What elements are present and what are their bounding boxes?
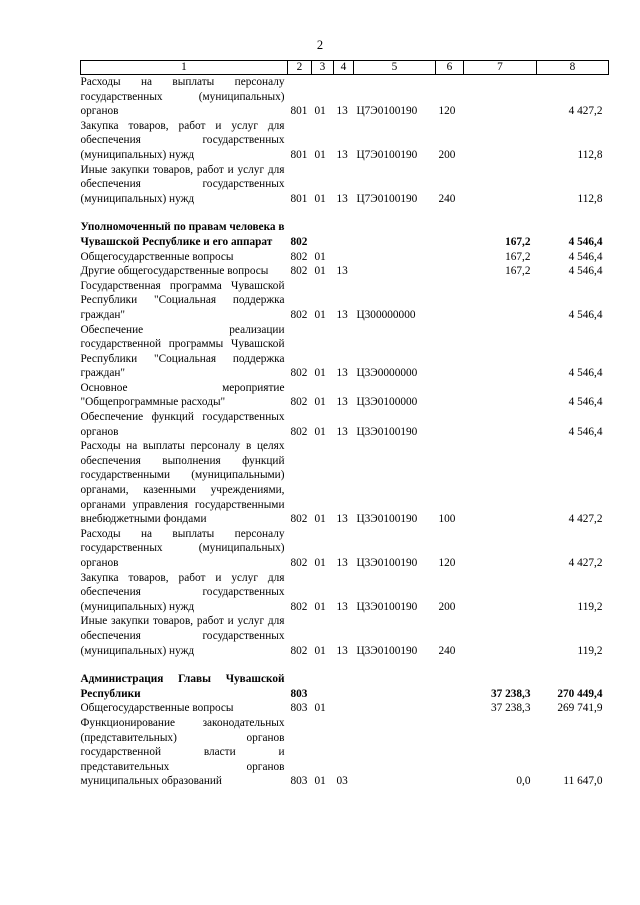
row-subsection-code: 13 [336, 600, 348, 613]
row-target-article-code [354, 701, 436, 716]
row-subsection-code: 13 [336, 192, 348, 205]
table-body [81, 75, 609, 789]
row-name: Расходы на выплаты персоналу государственных (муниципальных) органов [80, 76, 285, 118]
table-row [81, 716, 609, 789]
column-header: 1 [81, 61, 288, 75]
row-expense-type-code [436, 323, 464, 381]
column-header: 5 [354, 61, 436, 75]
row-amount-col7: 37 238,3 [490, 687, 531, 700]
row-ministry-code: 801 [290, 192, 308, 205]
row-amount-col7 [464, 163, 537, 207]
row-ministry-code: 802 [290, 235, 308, 248]
table-row [81, 701, 609, 716]
row-subsection-code: 13 [336, 105, 348, 118]
row-expense-type-code: 240 [438, 192, 456, 205]
table-row [81, 614, 609, 658]
row-target-article-code [354, 716, 436, 789]
column-header: 3 [312, 61, 334, 75]
row-target-article-code: Ц7Э0100190 [356, 105, 418, 118]
row-amount-col8: 270 449,4 [557, 687, 603, 700]
row-subsection-code: 03 [336, 775, 348, 788]
column-header-row [81, 61, 609, 75]
table-row [81, 672, 609, 701]
spacer-row [81, 206, 609, 220]
row-section-code: 01 [314, 513, 326, 526]
row-amount-col7 [464, 527, 537, 571]
row-target-article-code [354, 264, 436, 279]
row-name: Обеспечение реализации государственной программы Чувашской Республики "Социальная поддержка граждан" [80, 323, 285, 380]
row-target-article-code: Ц3Э0100190 [356, 644, 418, 657]
row-target-article-code: Ц300000000 [356, 308, 416, 321]
row-amount-col7: 37 238,3 [490, 702, 531, 715]
column-header: 6 [436, 61, 464, 75]
row-amount-col7 [464, 439, 537, 527]
row-ministry-code: 802 [290, 513, 308, 526]
row-amount-col7 [464, 279, 537, 323]
row-subsection-code: 13 [336, 557, 348, 569]
budget-table-container [80, 60, 608, 789]
table-row [81, 220, 609, 249]
row-amount-col8: 4 546,4 [568, 235, 603, 248]
row-ministry-code: 802 [290, 600, 308, 613]
spacer-cell [81, 206, 609, 220]
row-target-article-code: Ц3Э0100190 [356, 513, 418, 526]
row-section-code [312, 672, 334, 701]
row-expense-type-code: 120 [438, 105, 456, 118]
row-name: Иные закупки товаров, работ и услуг для обеспечения государственных (муниципальных) нужд [80, 163, 285, 205]
row-amount-col8: 4 546,4 [568, 425, 603, 438]
row-expense-type-code: 100 [438, 513, 456, 526]
table-row [81, 410, 609, 439]
row-name: Обеспечение функций государственных органов [80, 411, 285, 438]
page-number: 2 [316, 38, 324, 52]
row-target-article-code: Ц3Э0100190 [356, 425, 418, 438]
row-section-code: 01 [314, 702, 326, 715]
row-target-article-code: Ц7Э0100190 [356, 192, 418, 205]
row-name: Функционирование законодательных (представительных) органов государственной власти и представительных органов муниципальных образований [80, 716, 285, 788]
row-amount-col8: 4 546,4 [568, 250, 603, 263]
row-ministry-code: 801 [290, 105, 308, 118]
row-amount-col8: 4 546,4 [568, 396, 603, 409]
table-row [81, 381, 609, 410]
row-name: Расходы на выплаты персоналу государственных (муниципальных) органов [80, 527, 285, 569]
row-target-article-code [354, 220, 436, 249]
row-amount-col8: 4 427,2 [568, 557, 603, 569]
row-section-code: 01 [314, 192, 326, 205]
column-header: 2 [288, 61, 312, 75]
budget-table [80, 60, 609, 789]
row-subsection-code: 13 [336, 396, 348, 409]
row-ministry-code: 802 [290, 250, 308, 263]
row-name: Государственная программа Чувашской Республики "Социальная поддержка граждан" [80, 279, 285, 321]
table-row [81, 571, 609, 615]
row-expense-type-code [436, 716, 464, 789]
row-name: Расходы на выплаты персоналу в целях обеспечения выполнения функций государственными (муниципальными) органами, казенными учреждениями, органами управления государственными внебюджетными фондами [80, 440, 285, 526]
row-amount-col7 [464, 571, 537, 615]
row-amount-col7 [464, 614, 537, 658]
row-amount-col7: 167,2 [505, 265, 531, 278]
row-section-code: 01 [314, 105, 326, 118]
row-amount-col7: 167,2 [505, 250, 531, 263]
row-section-code: 01 [314, 148, 326, 161]
row-section-code: 01 [314, 644, 326, 657]
row-ministry-code: 802 [290, 308, 308, 321]
row-amount-col8: 11 647,0 [563, 775, 603, 788]
spacer-row [81, 658, 609, 672]
row-section-code: 01 [314, 557, 326, 569]
row-name: Основное мероприятие "Общепрограммные расходы" [80, 381, 285, 409]
table-row [81, 279, 609, 323]
row-name: Администрация Главы Чувашской Республики [80, 673, 285, 700]
column-header: 7 [464, 61, 537, 75]
row-subsection-code: 13 [336, 367, 348, 380]
spacer-cell [81, 658, 609, 672]
row-amount-col8: 119,2 [577, 600, 603, 613]
row-expense-type-code [436, 701, 464, 716]
row-section-code: 01 [314, 775, 326, 788]
row-expense-type-code: 240 [438, 644, 456, 657]
row-amount-col7 [464, 381, 537, 410]
row-section-code: 01 [314, 250, 326, 263]
row-section-code: 01 [314, 308, 326, 321]
row-subsection-code: 13 [336, 513, 348, 526]
row-amount-col8: 112,8 [577, 192, 603, 205]
column-header: 4 [334, 61, 354, 75]
row-ministry-code: 802 [290, 644, 308, 657]
row-expense-type-code [436, 410, 464, 439]
row-subsection-code [334, 220, 354, 249]
row-ministry-code: 802 [290, 557, 308, 569]
row-subsection-code [334, 701, 354, 716]
row-amount-col7 [464, 119, 537, 163]
table-row [81, 323, 609, 381]
row-name: Общегосударственные вопросы [80, 702, 234, 715]
row-name: Иные закупки товаров, работ и услуг для обеспечения государственных (муниципальных) нужд [80, 615, 285, 657]
row-name: Другие общегосударственные вопросы [80, 265, 269, 278]
row-ministry-code: 802 [290, 396, 308, 409]
row-target-article-code: Ц3Э0000000 [356, 367, 418, 380]
row-name: Закупка товаров, работ и услуг для обеспечения государственных (муниципальных) нужд [80, 119, 285, 161]
row-name: Уполномоченный по правам человека в Чувашской Республике и его аппарат [80, 221, 285, 248]
row-expense-type-code [436, 220, 464, 249]
row-expense-type-code [436, 381, 464, 410]
row-ministry-code: 801 [290, 148, 308, 161]
row-subsection-code [334, 250, 354, 265]
row-amount-col7 [464, 323, 537, 381]
row-expense-type-code [436, 672, 464, 701]
table-row [81, 163, 609, 207]
table-row [81, 264, 609, 279]
row-expense-type-code [436, 264, 464, 279]
row-amount-col8: 119,2 [577, 644, 603, 657]
row-target-article-code: Ц3Э0100190 [356, 557, 418, 569]
row-amount-col8: 4 427,2 [568, 513, 603, 526]
row-section-code: 01 [314, 367, 326, 380]
table-row [81, 439, 609, 527]
row-expense-type-code [436, 279, 464, 323]
row-amount-col7 [464, 75, 537, 119]
row-ministry-code: 803 [290, 687, 308, 700]
row-name: Закупка товаров, работ и услуг для обеспечения государственных (муниципальных) нужд [80, 571, 285, 613]
row-target-article-code [354, 250, 436, 265]
row-ministry-code: 802 [290, 367, 308, 380]
table-row [81, 75, 609, 119]
row-amount-col8: 4 546,4 [568, 367, 603, 380]
row-subsection-code: 13 [336, 644, 348, 657]
row-ministry-code: 802 [290, 265, 308, 278]
row-amount-col8: 4 546,4 [568, 308, 603, 321]
row-amount-col7 [464, 410, 537, 439]
row-amount-col7: 0,0 [516, 775, 531, 788]
row-target-article-code: Ц3Э0100000 [356, 396, 418, 409]
row-expense-type-code: 120 [438, 557, 456, 569]
row-section-code: 01 [314, 265, 326, 278]
row-ministry-code: 803 [290, 702, 308, 715]
row-amount-col8: 112,8 [577, 148, 603, 161]
row-name: Общегосударственные вопросы [80, 250, 234, 263]
row-section-code: 01 [314, 396, 326, 409]
row-expense-type-code [436, 250, 464, 265]
row-expense-type-code: 200 [438, 148, 456, 161]
table-row [81, 527, 609, 571]
row-ministry-code: 802 [290, 425, 308, 438]
row-section-code: 01 [314, 425, 326, 438]
row-amount-col7: 167,2 [505, 235, 531, 248]
row-subsection-code: 13 [336, 148, 348, 161]
row-expense-type-code: 200 [438, 600, 456, 613]
row-section-code: 01 [314, 600, 326, 613]
row-subsection-code [334, 672, 354, 701]
row-target-article-code: Ц7Э0100190 [356, 148, 418, 161]
row-subsection-code: 13 [336, 308, 348, 321]
table-row [81, 250, 609, 265]
row-section-code [312, 220, 334, 249]
row-target-article-code [354, 672, 436, 701]
row-amount-col8: 4 427,2 [568, 105, 603, 118]
row-target-article-code: Ц3Э0100190 [356, 600, 418, 613]
row-subsection-code: 13 [336, 265, 348, 278]
table-row [81, 119, 609, 163]
row-amount-col8: 4 546,4 [568, 265, 603, 278]
row-amount-col8: 269 741,9 [557, 702, 603, 715]
row-ministry-code: 803 [290, 775, 308, 788]
column-header: 8 [537, 61, 609, 75]
row-subsection-code: 13 [336, 425, 348, 438]
